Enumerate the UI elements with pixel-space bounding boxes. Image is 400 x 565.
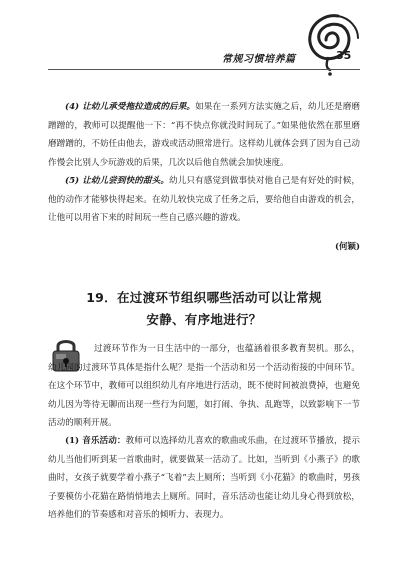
- paragraph-5-keyword: (5) 让幼儿尝到快的甜头。: [65, 176, 170, 186]
- intro-paragraph-block: [48, 340, 360, 433]
- swirl-question-icon: [286, 4, 364, 76]
- paragraph-5: [48, 172, 360, 228]
- music-paragraph-text: 教师可以选择幼儿喜欢的歌曲或乐曲，在过渡环节播放，提示幼儿当他们听到某一首歌曲时，就要做某一活动了。比如，当听到《小燕子》的歌曲时，女孩子就要学着小燕子“飞着”去上厕所；当听到《小花猫》的歌曲时，男孩子要模仿小花猫在路悄悄地去上厕所。同时，音乐活动也能让幼儿身心得到放松，培养他们的节奏感和对音乐的倾听力、表现力。: [48, 436, 360, 520]
- paragraph-4: [48, 98, 360, 172]
- paragraph-block-top: [48, 98, 360, 228]
- paragraph-4-keyword: (4) 让幼儿承受拖拉造成的后果。: [65, 102, 196, 112]
- running-header-title: 常规习惯培养篇: [222, 54, 296, 65]
- page-number: 35: [336, 49, 352, 62]
- music-paragraph-keyword: (1) 音乐活动：: [65, 436, 126, 446]
- author-attribution: (何颖): [334, 242, 360, 252]
- intro-paragraph: 过渡环节作为一日生活中的一部分，也蕴涵着很多教育契机。那么，幼儿园的过渡环节具体是指什么呢？是指一个活动和另一个活动衔接的中间环节。在这个环节中，教师可以组织幼儿有序地进行活动，既不使时间被浪费掉，也避免幼儿因为等待无聊而出现一些行为问题，如打闹、争执、乱跑等，以致影响下一节活动的顺利开展。: [48, 344, 360, 428]
- section-heading-line-1: 19．在过渡环节组织哪些活动可以让常规: [86, 290, 322, 305]
- header-rule: [48, 69, 360, 70]
- paragraph-4-text: 如果在一系列方法实施之后，幼儿还是磨磨蹭蹭的，教师可以提醒他一下：“再不快点你就没时间玩了。”如果他依然在那里磨磨蹭蹭的，不妨任由他去，游戏或活动照常进行。这样幼儿就体会到了因为自己动作慢会比别人少玩游戏的后果，几次以后他自然就会加快速度。: [48, 102, 360, 168]
- paragraph-5-text: 幼儿只有感觉到做事快对他自己是有好处的时候，他的动作才能够快得起来。在幼儿较快完成了任务之后，要给他自由游戏的机会，让他可以用省下来的时间玩一些自己感兴趣的游戏。: [48, 176, 360, 223]
- section-heading-line-2: 安静、有序地进行？: [146, 312, 262, 327]
- section-heading: [48, 287, 360, 331]
- music-paragraph: [48, 432, 360, 525]
- music-paragraph-block: [48, 432, 360, 525]
